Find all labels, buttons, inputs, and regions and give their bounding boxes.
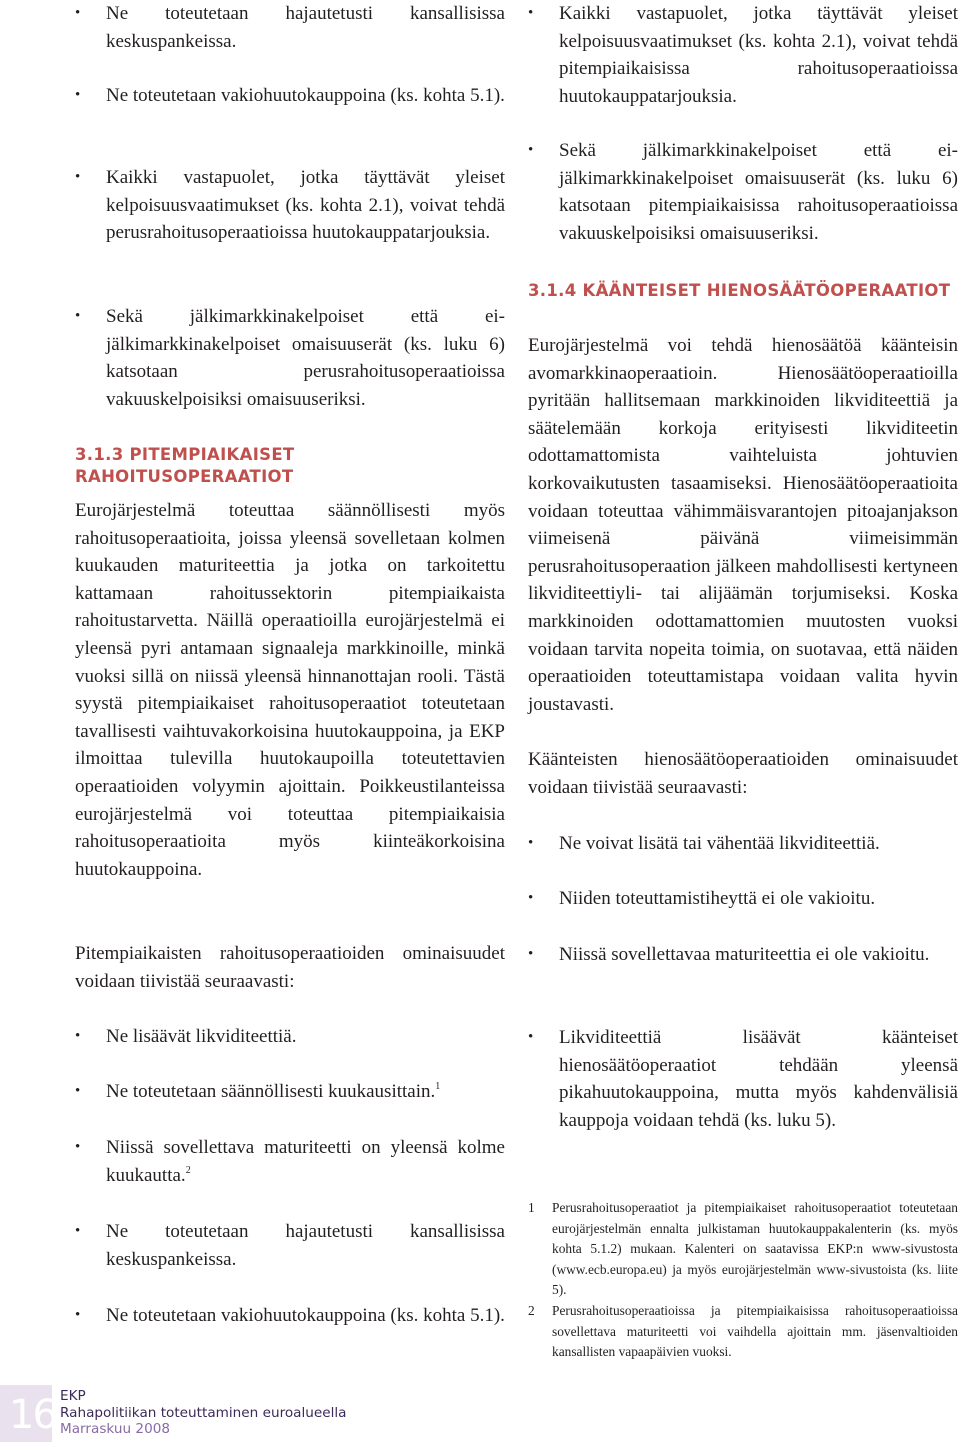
bullet-list [75, 164, 505, 247]
list-item: • Niiden toteuttamistiheyttä ei ole vakioitu. [528, 885, 958, 913]
list-item: • Ne toteutetaan hajautetusti kansallisissa keskuspankeissa. [75, 1218, 505, 1273]
section-heading: 3.1.4 KÄÄNTEISET HIENOSÄÄTÖOPERAATIOT [528, 281, 951, 300]
list-item: • Ne toteutetaan vakiohuutokauppoina (ks. kohta 5.1). [75, 82, 505, 110]
paragraph: Eurojärjestelmä voi tehdä hienosäätöä käänteisin avomarkkinaoperaatioin. Hienosäätöoperaatioilla pyritään hallitsemaan markkinoiden likviditeettiä ja säätelemään korkoja erityisesti likviditeetin odottamattomista vaihteluista johtuvien korkovaikutusten tasaamiseksi. Hienosäätöoperaatioita voidaan toteuttaa vähimmäisvarantojen pitoajanjakson viimeisenä päivänä viimeisimmän perusrahoitusoperaation jälkeen mahdollisesti kertyneen likviditeettiyli- tai alijäämän torjumiseksi. Koska markkinoiden odottamattomien muutosten vuoksi voidaan tarvita nopeita toimia, on suotavaa, että näiden operaatioiden toteuttamistapa voidaan valita hyvin joustavasti. [528, 335, 958, 715]
section-heading: 3.1.3 PITEMPIAIKAISET RAHOITUSOPERAATIOT [75, 445, 295, 486]
bullet-list [75, 0, 505, 55]
list-item: • Sekä jälkimarkkinakelpoiset että ei-jälkimarkkinakelpoiset omaisuuserät (ks. luku 6) katsotaan pitempiaikaisissa rahoitusoperaatioissa vakuuskelpoisiksi omaisuuseriksi. [528, 137, 958, 247]
footnote-number: 1 [528, 1200, 535, 1215]
list-item: • Likviditeettiä lisäävät käänteiset hienosäätöoperaatiot tehdään yleensä pikahuutokauppoina, mutta myös kahdenvälisiä kauppoja voidaan tehdä (ks. luku 5). [528, 1024, 958, 1134]
paragraph: Eurojärjestelmä toteuttaa säännöllisesti myös rahoitusoperaatioita, joissa yleensä sovelletaan kolmen kuukauden maturiteettia ja jotka on tarkoitettu kattamaan rahoitussektorin pitempiaikaista rahoitustarvetta. Näillä operaatioilla eurojärjestelmä ei yleensä pyri antamaan signaaleja markkinoille, minkä vuoksi sillä on niissä yleensä hinnanottajan rooli. Tästä syystä pitempiaikaiset rahoitusoperaatiot toteutetaan tavallisesti vaihtuvakorkoisina huutokauppoina, ja EKP ilmoittaa tulevilla huutokaupoilla toteutettavien operaatioiden volyymin ajoittain. Poikkeustilanteissa eurojärjestelmä voi toteuttaa pitempiaikaisia rahoitusoperaatioita myös kiinteäkorkoisina huutokauppoina. [75, 500, 505, 880]
list-item: • Kaikki vastapuolet, jotka täyttävät yleiset kelpoisuusvaatimukset (ks. kohta 2.1), voivat tehdä pitempiaikaisissa rahoitusoperaatioissa huutokauppatarjouksia. [528, 0, 958, 110]
page-footer [60, 1388, 347, 1438]
bullet-list [528, 885, 958, 913]
list-item: • Niissä sovellettavaa maturiteettia ei ole vakioitu. [528, 941, 958, 969]
publication-date: Marraskuu 2008 [60, 1421, 171, 1437]
page-number-block [0, 1385, 56, 1442]
list-item: • Ne toteutetaan säännöllisesti kuukausittain.$^1$ [75, 1078, 505, 1106]
list-item: • Kaikki vastapuolet, jotka täyttävät yleiset kelpoisuusvaatimukset (ks. kohta 2.1), voivat tehdä perusrahoitusoperaatioissa huutokauppatarjouksia. [75, 164, 505, 247]
page-number: 16 [9, 1392, 56, 1438]
footnote: 2 Perusrahoitusoperaatioissa ja pitempiaikaisissa rahoitusoperaatioissa sovellettava maturiteetti voi vaihdella ajoittain mm. jäsenvaltioiden kansallisten vapaapäivien vuoksi. [528, 1302, 958, 1360]
bullet-list [75, 1302, 505, 1330]
paragraph: Käänteisten hienosäätöoperaatioiden ominaisuudet voidaan tiivistää seuraavasti: [528, 749, 958, 798]
bullet-list [75, 1023, 505, 1051]
bullet-list [528, 830, 958, 858]
bullet-list [75, 1134, 505, 1189]
footnote-ref: 2 [185, 1164, 191, 1176]
list-item: • Ne lisäävät likviditeettiä. [75, 1023, 505, 1051]
bullet-list [75, 1078, 505, 1106]
footnote-number: 2 [528, 1302, 535, 1318]
bullet-list [75, 1218, 505, 1273]
footnotes [528, 1198, 958, 1363]
list-item: • Sekä jälkimarkkinakelpoiset että ei-jälkimarkkinakelpoiset omaisuuserät (ks. luku 6) katsotaan perusrahoitusoperaatioissa vakuuskelpoisiksi omaisuuseriksi. [75, 303, 505, 413]
footnote: 1 Perusrahoitusoperaatiot ja pitempiaikaiset rahoitusoperaatiot toteutetaan eurojärjestelmän ennalta julkistaman huutokauppakalenterin (ks. myös kohta 5.1.2) mukaan. Kalenteri on saatavissa EKP:n www-sivustosta (www.ecb.europa.eu) ja myös eurojärjestelmän www-sivustoista (ks. liite 5). [528, 1200, 958, 1298]
publisher: EKP [60, 1388, 86, 1404]
bullet-list [528, 941, 958, 969]
bullet-list [528, 137, 958, 247]
bullet-list [75, 82, 505, 110]
paragraph: Pitempiaikaisten rahoitusoperaatioiden ominaisuudet voidaan tiivistää seuraavasti: [75, 943, 505, 992]
publication-title: Rahapolitiikan toteuttaminen euroalueella [60, 1404, 347, 1421]
bullet-list [528, 0, 958, 110]
list-item: • Ne voivat lisätä tai vähentää likviditeettiä. [528, 830, 958, 858]
footnote-ref: 1 [435, 1081, 441, 1092]
list-item: • Niissä sovellettava maturiteetti on yleensä kolme kuukautta.$^2$ [75, 1134, 505, 1189]
list-item: • Ne toteutetaan vakiohuutokauppoina (ks. kohta 5.1). [75, 1302, 505, 1330]
bullet-list [75, 303, 505, 413]
bullet-list [528, 1024, 958, 1134]
list-item: • Ne toteutetaan hajautetusti kansallisissa keskuspankeissa. [75, 0, 505, 55]
